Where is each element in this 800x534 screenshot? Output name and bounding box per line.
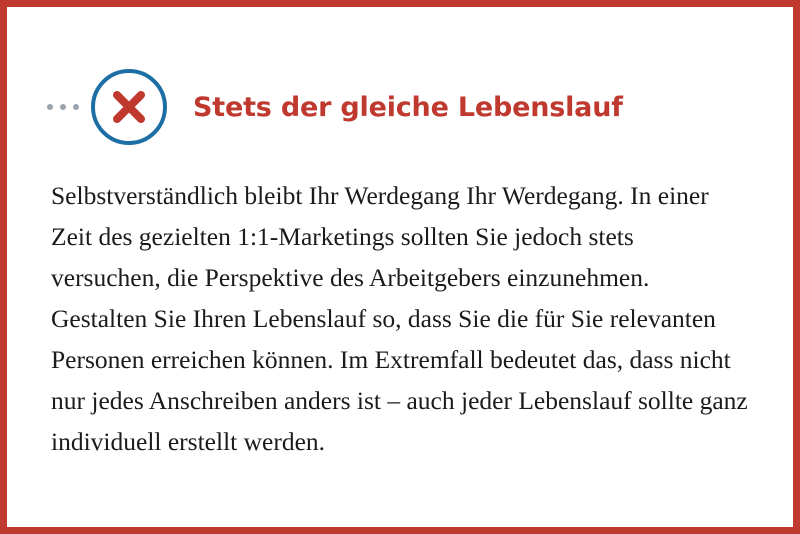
cross-x-icon [91, 69, 167, 145]
dot-3 [73, 104, 79, 110]
page-title: Stets der gleiche Lebenslauf [193, 91, 623, 123]
card-header [51, 65, 749, 149]
dot-1 [47, 104, 53, 110]
leading-dots-decoration [47, 104, 79, 110]
dot-2 [60, 104, 66, 110]
card-content [7, 7, 793, 527]
card-body-text: Selbstverständlich bleibt Ihr Werdegang Ihr Werdegang. In einer Zeit des gezielten 1:1-Marketings sollten Sie jedoch stets versuchen, die Perspektive des Arbeitgebers einzunehmen. Gestalten Sie Ihren Lebenslauf so, dass Sie die für Sie relevanten Personen erreichen können. Im Extremfall bedeutet das, dass nicht nur jedes Anschreiben anders ist – auch jeder Lebenslauf sollte ganz individuell erstellt werden. [51, 181, 748, 456]
